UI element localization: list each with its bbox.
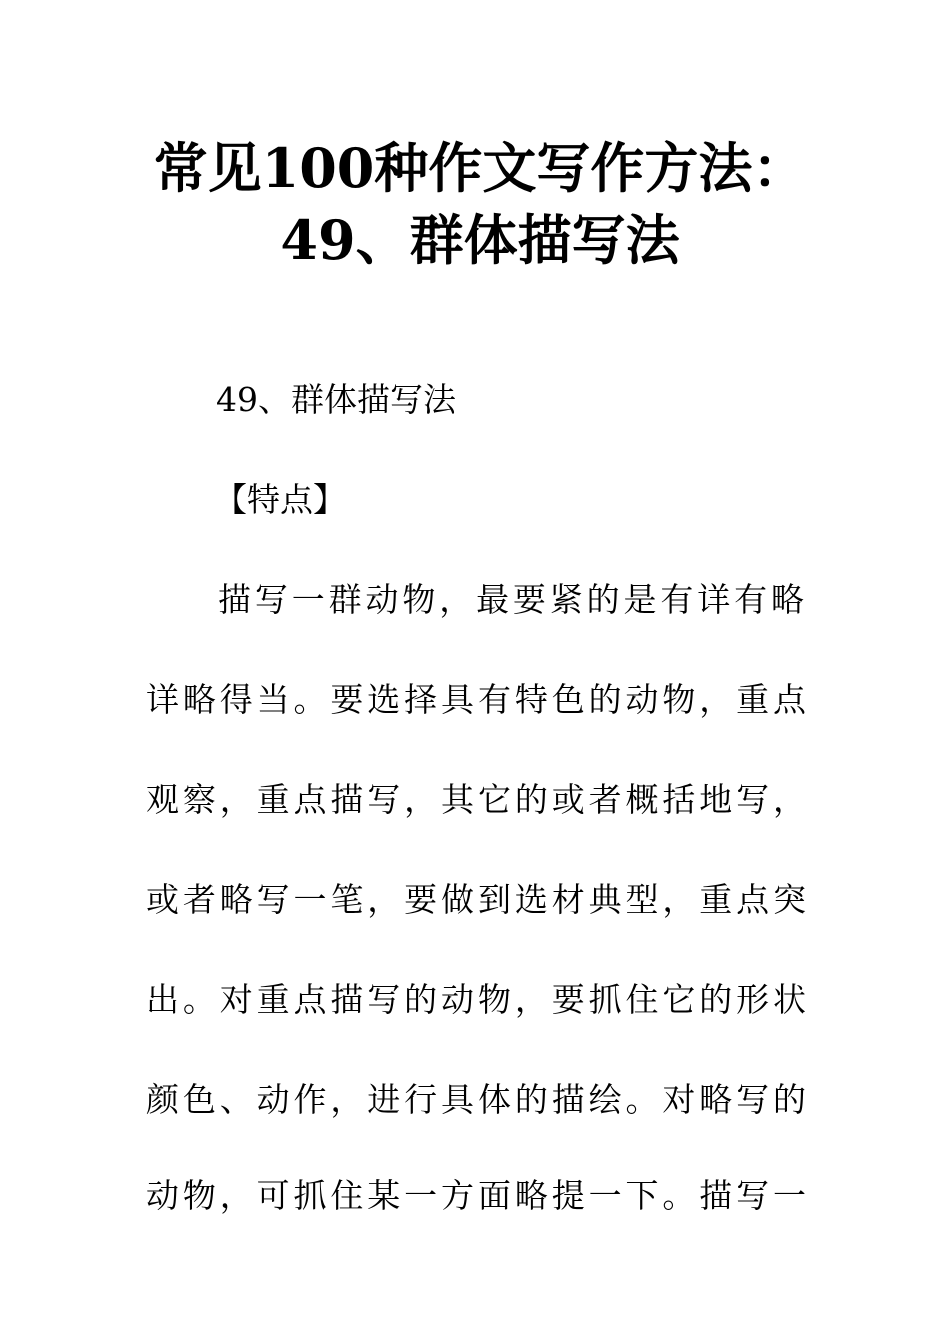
paragraph-line: 描写一群动物，最要紧的是有详有略 [218,580,804,619]
feature-label: 【特点】 [214,480,346,519]
paragraph-line: 颜色、动作，进行具体的描绘。对略写的 [146,1080,806,1119]
document-title-line-2: 49、群体描写法 [280,208,680,272]
paragraph-line: 或者略写一笔，要做到选材典型，重点突 [146,880,806,919]
paragraph-line: 出。对重点描写的动物，要抓住它的形状 [146,980,806,1019]
paragraph-line: 观察，重点描写，其它的或者概括地写， [146,780,806,819]
paragraph-line: 详略得当。要选择具有特色的动物，重点 [146,680,806,719]
paragraph-line: 动物，可抓住某一方面略提一下。描写一 [146,1176,806,1215]
section-heading: 49、群体描写法 [216,380,456,419]
document-title-line-1: 常见100种作文写作方法： [153,136,807,200]
